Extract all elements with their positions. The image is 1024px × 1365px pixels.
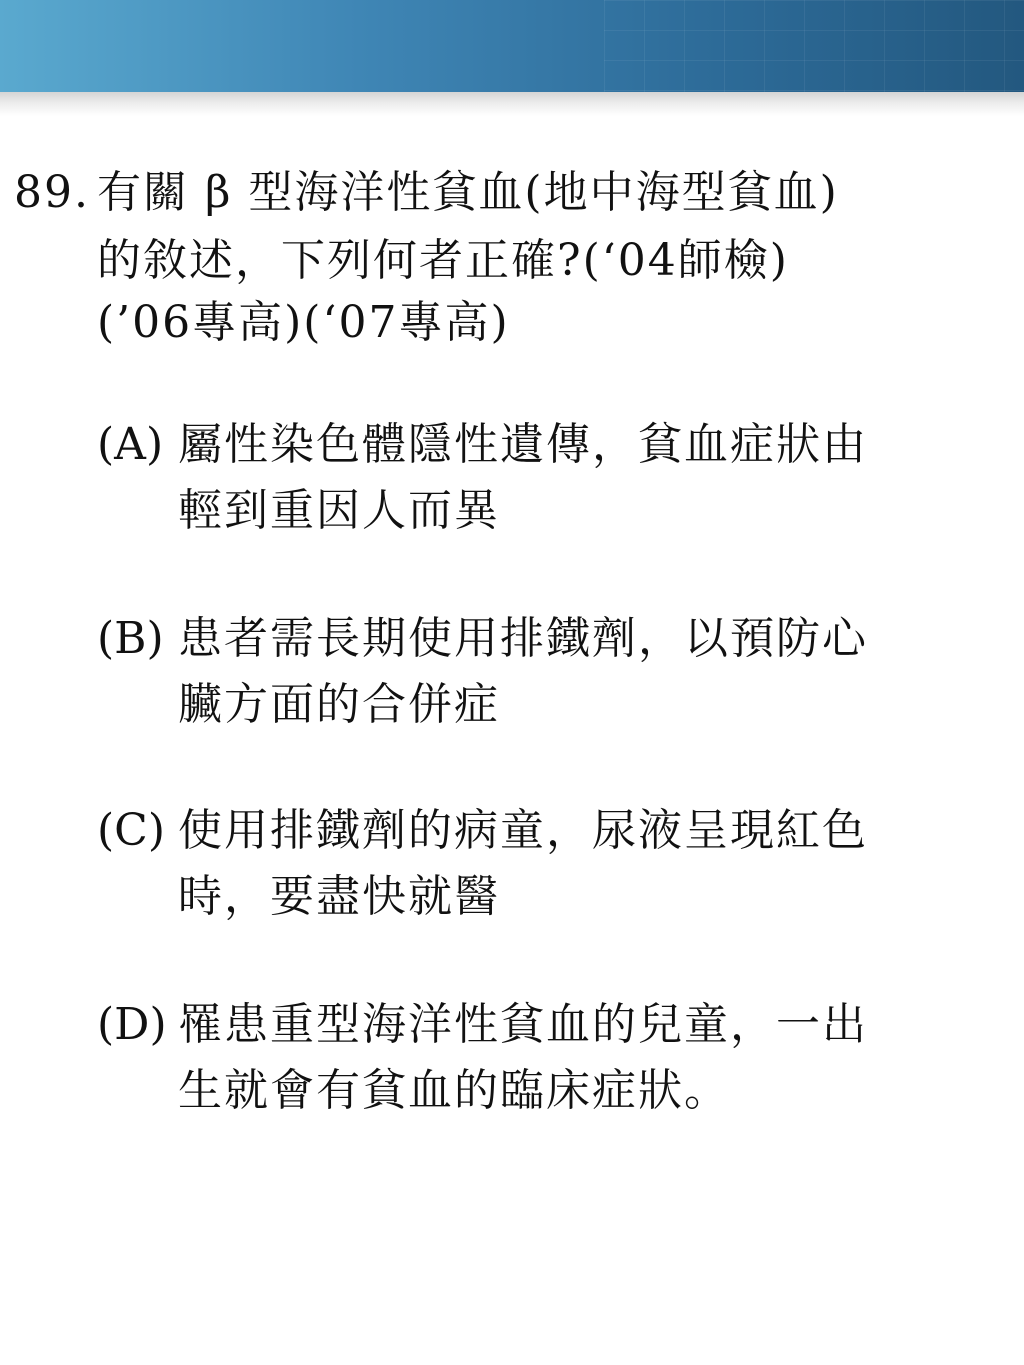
option-label: (C) xyxy=(97,805,165,856)
option-text-line-2: 時，要盡快就醫 xyxy=(178,871,500,922)
option-text-line-2: 臟方面的合併症 xyxy=(178,679,500,730)
header-band xyxy=(0,0,1024,92)
option-text-line-1: 患者需長期使用排鐵劑，以預防心 xyxy=(178,613,868,664)
question-text-line-1: 有關 β 型海洋性貧血(地中海型貧血) xyxy=(97,167,839,218)
question-number: 89. xyxy=(14,167,90,218)
option-text-line-1: 罹患重型海洋性貧血的兒童，一出 xyxy=(178,999,868,1050)
option-label: (B) xyxy=(97,613,164,664)
option-text-line-2: 生就會有貧血的臨床症狀。 xyxy=(178,1065,730,1116)
question-text-line-3: (’06專高)(‘07專高) xyxy=(97,297,510,348)
option-text-line-1: 屬性染色體隱性遺傳，貧血症狀由 xyxy=(178,419,868,470)
option-text-line-1: 使用排鐵劑的病童，尿液呈現紅色 xyxy=(178,805,868,856)
header-shadow xyxy=(0,92,1024,116)
header-grid-pattern xyxy=(604,0,1024,92)
option-label: (D) xyxy=(97,999,167,1050)
question-text-line-2: 的敘述，下列何者正確?(‘04師檢) xyxy=(97,235,789,286)
option-label: (A) xyxy=(97,419,164,470)
option-text-line-2: 輕到重因人而異 xyxy=(178,485,500,536)
